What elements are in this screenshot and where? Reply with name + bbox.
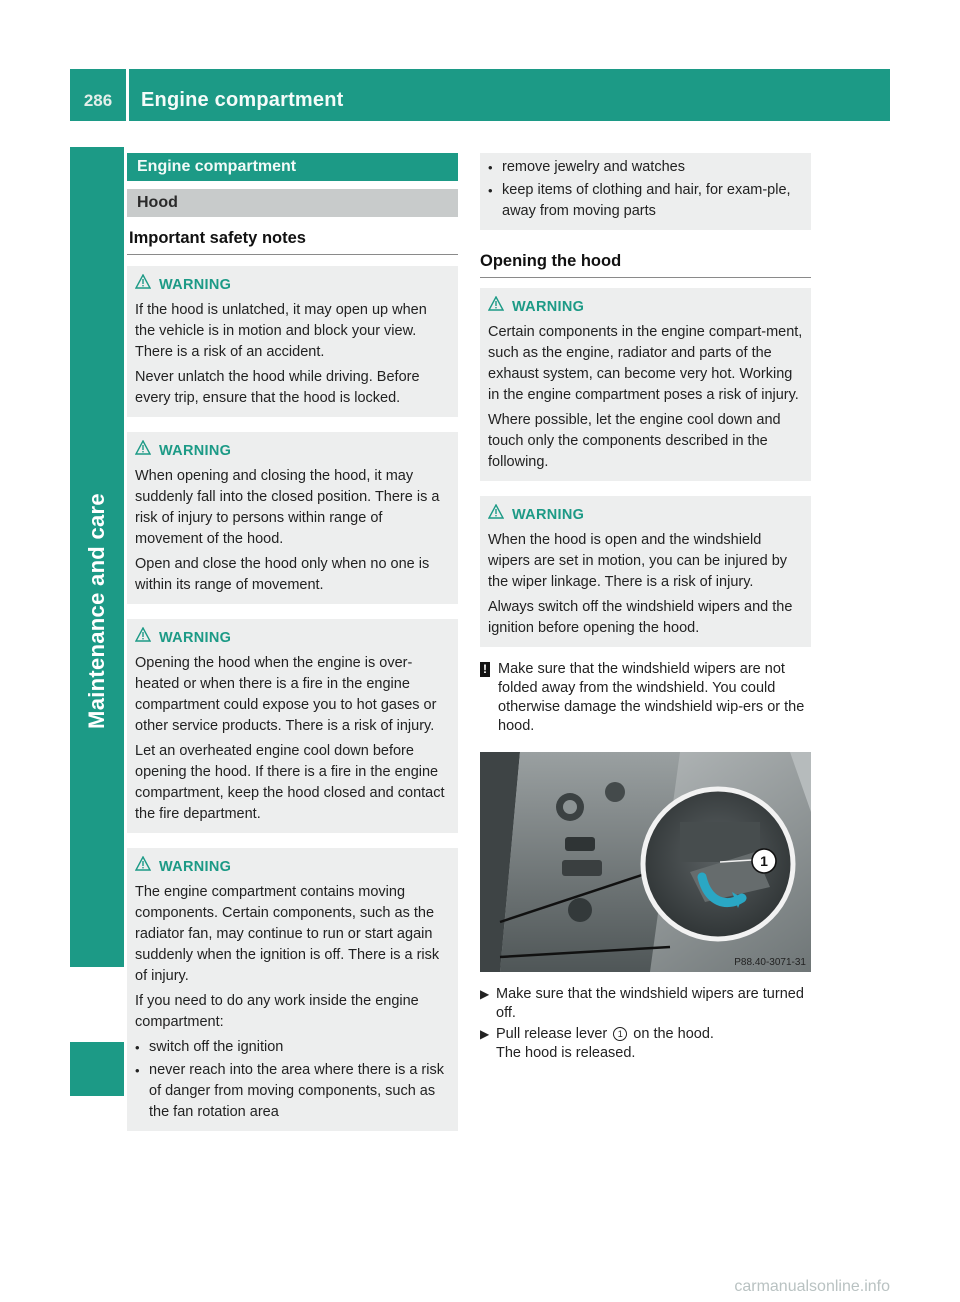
warning-header xyxy=(135,856,450,878)
bullet-item: • remove jewelry and watches xyxy=(488,157,803,178)
warning-label: WARNING xyxy=(512,506,585,523)
heading-rule xyxy=(127,254,458,255)
callout-ref: 1 xyxy=(613,1027,627,1041)
caution-note xyxy=(480,660,811,736)
note-text: Make sure that the windshield wipers are not folded away from the windshield. You could otherwise damage the windshield wip-ers or the hood. xyxy=(498,661,805,734)
header-divider xyxy=(126,69,129,121)
warning-text: If you need to do any work inside the engine compartment: xyxy=(135,993,419,1030)
warning-box xyxy=(127,266,458,417)
footer-watermark: carmanualsonline.info xyxy=(734,1278,890,1295)
right-column xyxy=(480,153,811,1063)
warning-box xyxy=(480,496,811,647)
heading-rule xyxy=(480,277,811,278)
warning-text: Never unlatch the hood while driving. Before every trip, ensure that the hood is locked. xyxy=(135,369,420,406)
step-item xyxy=(480,1025,811,1063)
warning-triangle-icon xyxy=(488,504,504,526)
warning-triangle-icon xyxy=(135,856,151,878)
left-column xyxy=(127,153,458,1131)
warning-triangle-icon xyxy=(135,627,151,649)
hood-release-illustration xyxy=(480,752,811,972)
warning-text: If the hood is unlatched, it may open up when the vehicle is in motion and block your view. There is a risk of an accident. xyxy=(135,302,427,360)
step-arrow-icon: ▶ xyxy=(480,1027,490,1041)
chapter-marker xyxy=(70,1042,124,1096)
warning-text: The engine compartment contains moving components. Certain components, such as the radiator fan, may continue to run or start again suddenly when the ignition is off. There is a risk of injury. xyxy=(135,884,440,984)
warning-box-continued xyxy=(480,153,811,230)
exclamation-icon: ! xyxy=(480,662,490,677)
warning-text: Opening the hood when the engine is over-heated or when there is a fire in the engine compartment could expose you to hot gases or other service products. There is a risk of injury. xyxy=(135,655,437,734)
warning-text: When the hood is open and the windshield wipers are set in motion, you can be injured by the wiper linkage. There is a risk of injury. xyxy=(488,532,788,590)
page-number: 286 xyxy=(83,91,113,110)
step-text: Make sure that the windshield wipers are turned off. xyxy=(496,986,804,1021)
warning-text: Open and close the hood only when no one is within its range of movement. xyxy=(135,556,430,593)
figure-callout: 1 xyxy=(760,853,768,869)
figure-code: P88.40-3071-31 xyxy=(734,957,806,968)
warning-triangle-icon xyxy=(135,274,151,296)
bullet-item: • never reach into the area where there is a risk of danger from moving components, such as the fan rotation area xyxy=(135,1060,450,1123)
warning-header xyxy=(488,296,803,318)
warning-text: When opening and closing the hood, it may suddenly fall into the closed position. There is a risk of injury to persons within range of movement of the hood. xyxy=(135,468,440,547)
bullet-item: • switch off the ignition xyxy=(135,1037,450,1058)
warning-label: WARNING xyxy=(159,442,232,459)
step-item xyxy=(480,985,811,1023)
warning-header xyxy=(135,627,450,649)
warning-header xyxy=(488,504,803,526)
warning-text: Always switch off the windshield wipers and the ignition before opening the hood. xyxy=(488,599,793,636)
warning-box xyxy=(127,619,458,833)
step-text: on the hood. xyxy=(633,1026,714,1042)
warning-triangle-icon xyxy=(135,440,151,462)
warning-box xyxy=(127,848,458,1131)
warning-label: WARNING xyxy=(159,276,232,293)
heading-safety-notes: Important safety notes xyxy=(129,229,306,247)
warning-label: WARNING xyxy=(159,629,232,646)
warning-header xyxy=(135,274,450,296)
step-text: Pull release lever xyxy=(496,1026,608,1042)
instruction-steps xyxy=(480,985,811,1063)
warning-text: Let an overheated engine cool down before opening the hood. If there is a fire in the engine compartment, keep the hood closed and contact the fire department. xyxy=(135,743,445,822)
section-title: Engine compartment xyxy=(127,153,458,181)
page-title: Engine compartment xyxy=(141,89,344,111)
warning-text: Certain components in the engine compart-ment, such as the engine, radiator and parts of the exhaust system, can become very hot. Working in the engine compartment poses a risk of injury. xyxy=(488,324,803,403)
subsection-title: Hood xyxy=(127,189,458,217)
heading-opening-hood: Opening the hood xyxy=(480,252,622,270)
step-arrow-icon: ▶ xyxy=(480,987,490,1001)
bullet-item: • keep items of clothing and hair, for exam-ple, away from moving parts xyxy=(488,180,803,222)
warning-text: Where possible, let the engine cool down and touch only the components described in the following. xyxy=(488,412,781,470)
chapter-label: Maintenance and care xyxy=(84,493,109,729)
warning-label: WARNING xyxy=(512,298,585,315)
warning-header xyxy=(135,440,450,462)
step-result: The hood is released. xyxy=(496,1045,636,1061)
warning-box xyxy=(127,432,458,604)
warning-triangle-icon xyxy=(488,296,504,318)
warning-box xyxy=(480,288,811,481)
warning-label: WARNING xyxy=(159,858,232,875)
hood-release-figure xyxy=(480,752,811,972)
